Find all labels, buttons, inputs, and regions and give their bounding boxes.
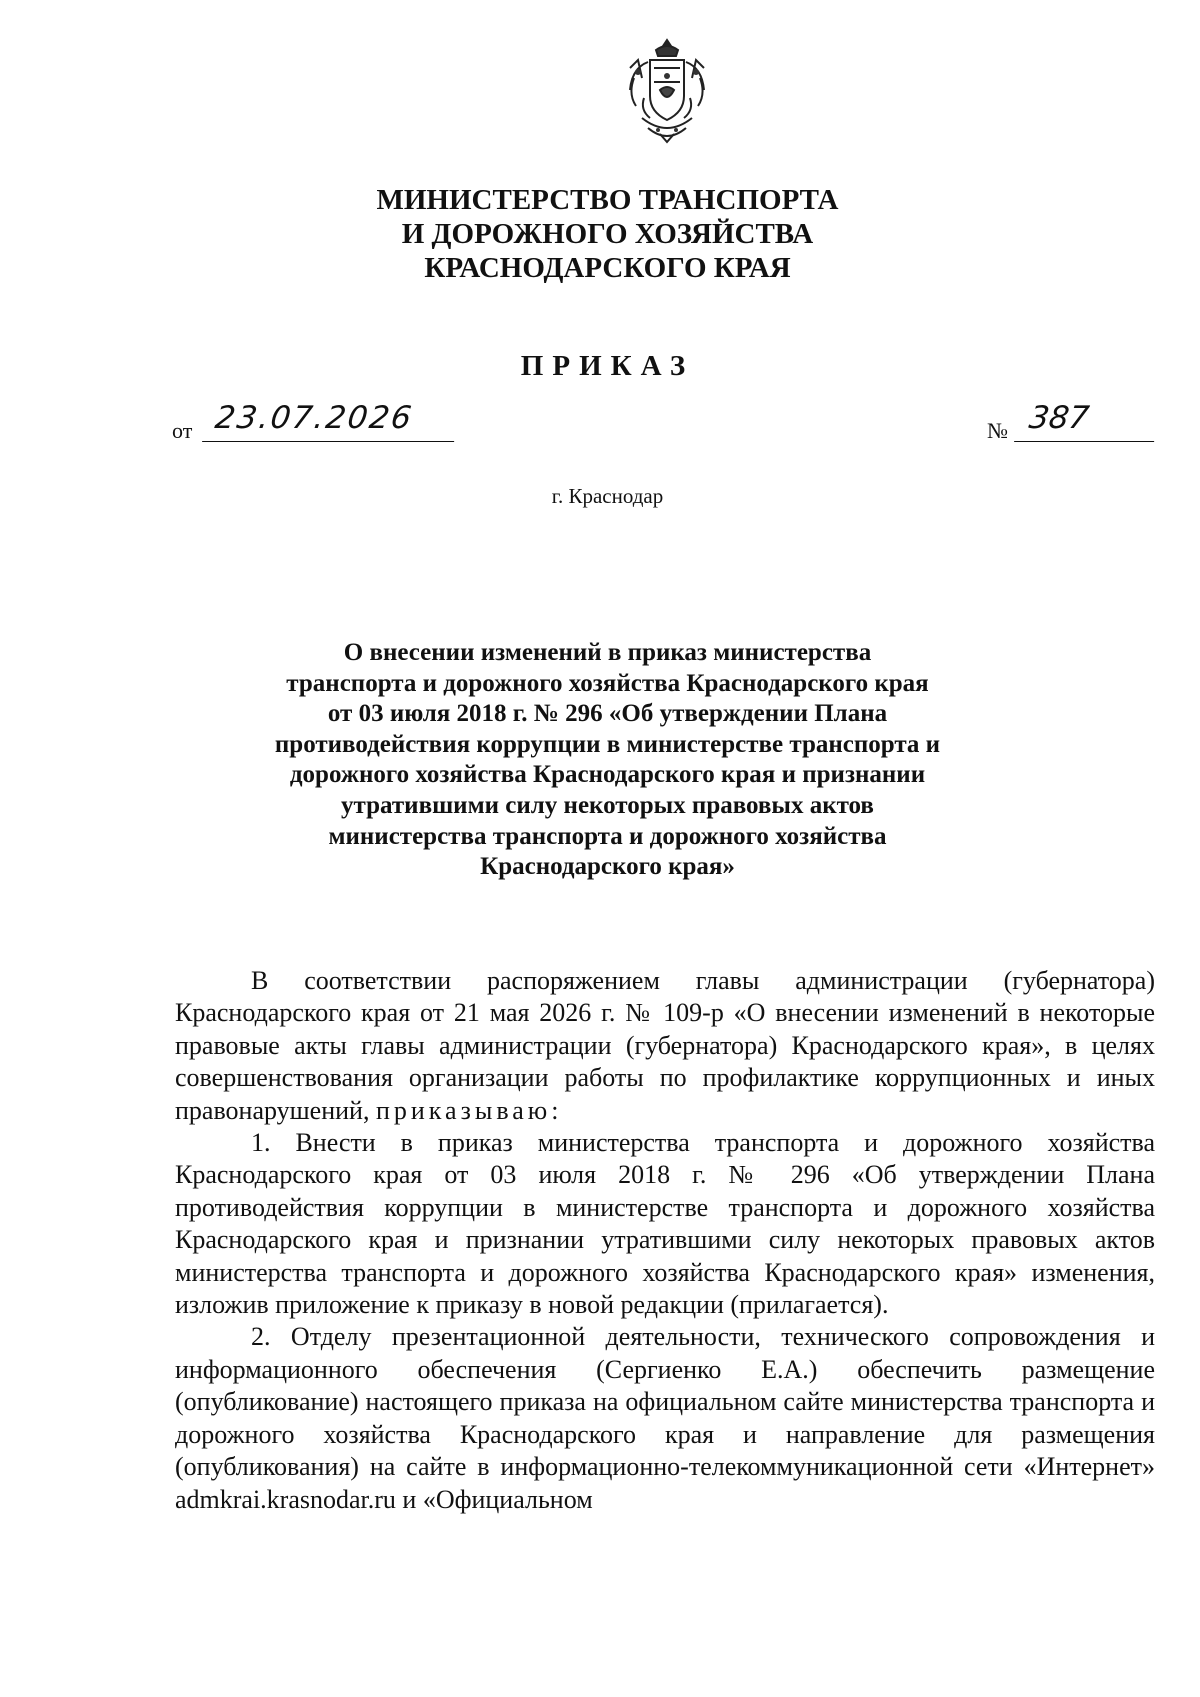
ministry-line-1: МИНИСТЕРСТВО ТРАНСПОРТА (376, 184, 839, 216)
body-paragraph-item-2: 2. Отделу презентационной деятельности, технического сопровождения и информационного обеспечения (Сергиенко Е.А.) обеспечить размещение (опубликование) настоящего приказа на официальном сайте министерства транспорта и дорожного хозяйства Краснодарского края и направление для размещения (опубликования) на сайте в информационно-телекоммуникационной сети «Интернет» admkrai.krasnodar.ru и «Официальном (175, 1322, 1155, 1514)
preamble-text: В соответствии распоряжением главы администрации (губернатора) Краснодарского края от 21 мая 2026 г. № 109-р «О внесении изменений в некоторые правовые акты главы администрации (губернатора) Краснодарского края», в целях совершенствования организации работы по профилактике коррупционных и иных правонарушений, (175, 966, 1155, 1125)
subject-line: министерства транспорта и дорожного хозяйства (328, 822, 887, 850)
ministry-line-3: КРАСНОДАРСКОГО КРАЯ (424, 252, 791, 284)
from-label: от (172, 418, 193, 443)
date-number-row (172, 400, 1172, 450)
order-subject (0, 638, 1200, 883)
subject-line: Краснодарского края» (480, 853, 735, 881)
order-word: приказываю: (375, 1095, 563, 1125)
ministry-line-2: И ДОРОЖНОГО ХОЗЯЙСТВА (401, 218, 814, 250)
order-number: 387 (1014, 400, 1160, 442)
order-body (175, 965, 1155, 1516)
subject-line: транспорта и дорожного хозяйства Краснодарского края (286, 669, 929, 697)
body-paragraph-item-1: 1. Внести в приказ министерства транспорта и дорожного хозяйства Краснодарского края от 03 июля 2018 г. № 296 «Об утверждении Плана противодействия коррупции в министерстве транспорта и дорожного хозяйства Краснодарского края и признании утратившими силу некоторых правовых актов министерства транспорта и дорожного хозяйства Краснодарского края» изменения, изложив приложение к приказу в новой редакции (прилагается). (175, 1128, 1155, 1320)
number-label: № (987, 418, 1008, 443)
subject-line: О внесении изменений в приказ министерства (343, 639, 872, 666)
city-line: г. Краснодар (551, 484, 664, 508)
subject-line: противодействия коррупции в министерстве транспорта и (274, 730, 941, 758)
subject-line: утратившими силу некоторых правовых актов (341, 791, 874, 819)
coat-of-arms-icon (620, 38, 714, 148)
document-type-title: ПРИКАЗ (520, 350, 695, 382)
subject-line: от 03 июля 2018 г. № 296 «Об утверждении Плана (327, 700, 888, 728)
subject-line: дорожного хозяйства Краснодарского края и признании (289, 761, 926, 789)
body-paragraph-preamble (175, 965, 1155, 1127)
order-date: 23.07.2026 (202, 400, 460, 442)
ministry-header (0, 183, 1200, 285)
